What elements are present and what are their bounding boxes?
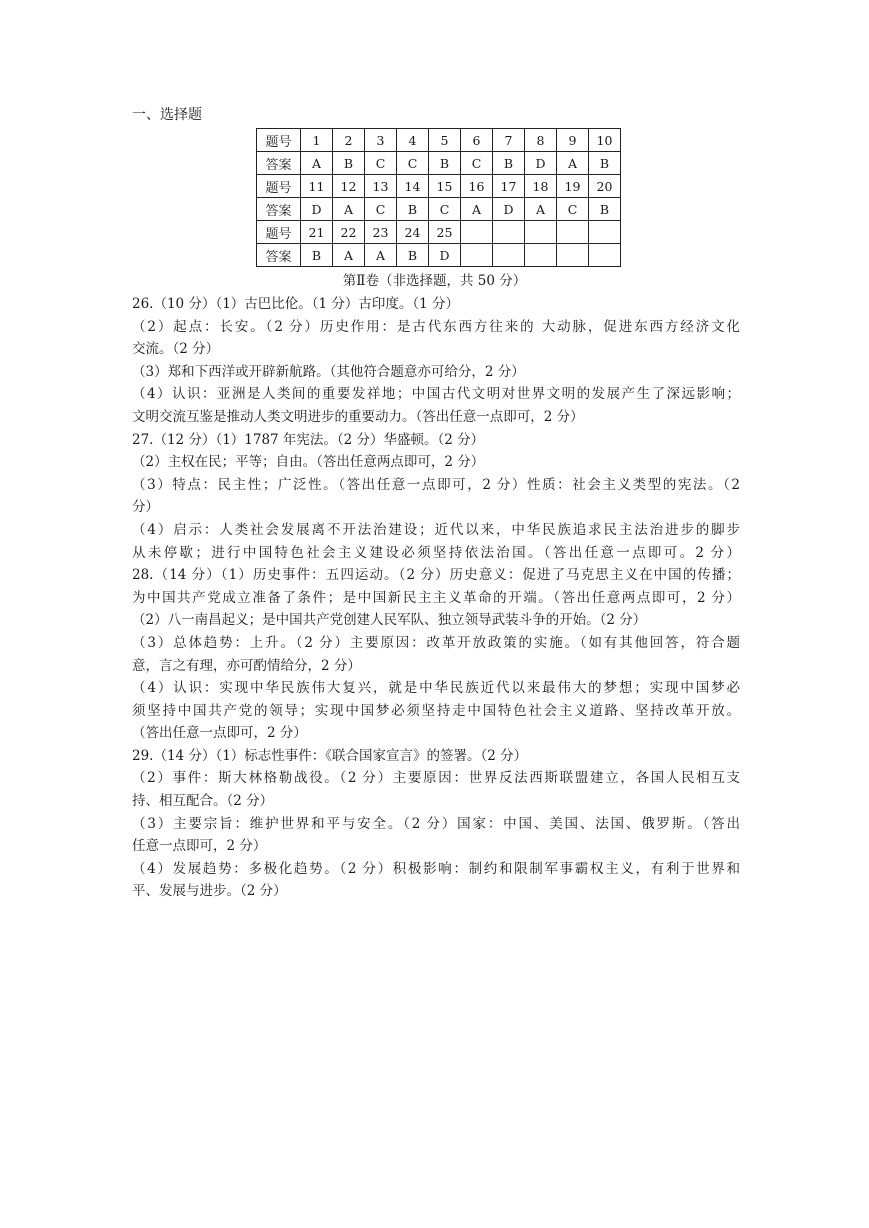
- answer-line: 28.（14 分）（1）历史事件：五四运动。（2 分）历史意义：促进了马克思主义在中国的传播；: [132, 567, 740, 584]
- answer-table-cell: B: [333, 152, 365, 175]
- answer-table-cell: B: [589, 152, 621, 175]
- answer-line: （3）主要宗旨：维护世界和平与安全。（2 分）国家：中国、美国、法国、俄罗斯。（答出: [132, 815, 740, 832]
- answer-line: 文明交流互鉴是推动人类文明进步的重要动力。（答出任意一点即可，2 分）: [132, 408, 584, 425]
- answer-table-cell: 15: [429, 175, 461, 198]
- answer-table-row-label: 题号: [257, 175, 301, 198]
- answer-table-cell: A: [301, 152, 333, 175]
- answer-table-cell: D: [493, 198, 525, 221]
- answer-table-cell: [557, 221, 589, 244]
- answer-table-cell: C: [461, 152, 493, 175]
- answer-table-cell: 19: [557, 175, 589, 198]
- answer-line: （3）总体趋势：上升。（2 分）主要原因：改革开放政策的实施。（如有其他回答，符合题: [132, 634, 740, 651]
- answer-table-cell: 14: [397, 175, 429, 198]
- answer-table-cell: [493, 244, 525, 267]
- answer-table-cell: 13: [365, 175, 397, 198]
- answer-table-row-label: 答案: [257, 152, 301, 175]
- answer-line: （4）认识：亚洲是人类间的重要发祥地；中国古代文明对世界文明的发展产生了深远影响；: [132, 386, 740, 403]
- answer-line: 26.（10 分）（1）古巴比伦。（1 分）古印度。（1 分）: [132, 296, 460, 312]
- answer-line: （3）特点：民主性；广泛性。（答出任意一点即可，2 分）性质：社会主义类型的宪法。（2: [132, 476, 740, 493]
- answer-table-cell: C: [365, 198, 397, 221]
- answer-table-cell: 3: [365, 129, 397, 152]
- answer-table-row: [257, 198, 621, 221]
- answer-table-cell: 9: [557, 129, 589, 152]
- answer-table-cell: C: [429, 198, 461, 221]
- answer-table-cell: 5: [429, 129, 461, 152]
- answer-table-row: [257, 129, 621, 152]
- answer-line: 意，言之有理，亦可酌情给分，2 分）: [132, 657, 361, 674]
- section-title: 一、选择题: [132, 107, 202, 123]
- answer-line: 任意一点即可，2 分）: [132, 838, 267, 855]
- answer-table-cell: 4: [397, 129, 429, 152]
- answer-table-cell: A: [461, 198, 493, 221]
- answer-table-cell: 12: [333, 175, 365, 198]
- answer-line: （2）起点：长安。（2 分）历史作用：是古代东西方往来的 大动脉，促进东西方经济文化: [132, 318, 740, 335]
- answer-table-row: [257, 221, 621, 244]
- answer-table-cell: A: [333, 198, 365, 221]
- answer-table-row-label: 答案: [257, 244, 301, 267]
- answer-table-cell: 18: [525, 175, 557, 198]
- answer-line: 平、发展与进步。（2 分）: [132, 883, 287, 900]
- answer-table-cell: A: [365, 244, 397, 267]
- answer-line: 交流。（2 分）: [132, 341, 220, 358]
- answer-table-cell: [461, 244, 493, 267]
- answer-table-cell: 16: [461, 175, 493, 198]
- answer-line: 29.（14 分）（1）标志性事件：《联合国家宣言》的签署。（2 分）: [132, 747, 528, 764]
- answer-table-cell: 10: [589, 129, 621, 152]
- answer-table-cell: C: [397, 152, 429, 175]
- answer-body: [132, 293, 740, 903]
- answer-table-cell: 11: [301, 175, 333, 198]
- answer-table-cell: 1: [301, 129, 333, 152]
- answer-line: （2）主权在民；平等；自由。（答出任意两点即可，2 分）: [132, 454, 485, 471]
- answer-table-cell: 17: [493, 175, 525, 198]
- answer-table-cell: 6: [461, 129, 493, 152]
- answer-line: （4）启示：人类社会发展离不开法治建设；近代以来，中华民族追求民主法治进步的脚步: [132, 521, 740, 538]
- answer-table-cell: A: [333, 244, 365, 267]
- answer-table-row-label: 题号: [257, 129, 301, 152]
- answer-line: 须坚持中国共产党的领导；实现中国梦必须坚持走中国特色社会主义道路、坚持改革开放。: [132, 702, 740, 719]
- answer-table-cell: [589, 221, 621, 244]
- answer-table-cell: 7: [493, 129, 525, 152]
- answer-table-row: [257, 152, 621, 175]
- answer-line: 持、相互配合。（2 分）: [132, 793, 274, 810]
- answer-table-cell: 8: [525, 129, 557, 152]
- answer-table-cell: B: [397, 198, 429, 221]
- answer-line: （2）八一南昌起义；是中国共产党创建人民军队、独立领导武装斗争的开始。（2 分）: [132, 612, 647, 629]
- answer-table-cell: B: [429, 152, 461, 175]
- answer-table-cell: 25: [429, 221, 461, 244]
- answer-line: 为中国共产党成立准备了条件；是中国新民主主义革命的开端。（答出任意两点即可，2 分）: [132, 589, 740, 606]
- answer-line: （4）认识：实现中华民族伟大复兴，就是中华民族近代以来最伟大的梦想；实现中国梦必: [132, 680, 740, 697]
- answer-table-cell: [493, 221, 525, 244]
- answer-table-cell: C: [557, 198, 589, 221]
- answer-table-cell: [525, 244, 557, 267]
- answer-table-cell: 22: [333, 221, 365, 244]
- answer-table-cell: D: [301, 198, 333, 221]
- answer-table-cell: 24: [397, 221, 429, 244]
- answer-table: [256, 128, 621, 267]
- answer-line: （4）发展趋势：多极化趋势。（2 分）积极影响：制约和限制军事霸权主义，有利于世界和: [132, 860, 740, 877]
- answer-table-cell: B: [301, 244, 333, 267]
- answer-line: （2）事件：斯大林格勒战役。（2 分）主要原因：世界反法西斯联盟建立，各国人民相互支: [132, 770, 740, 787]
- answer-table-cell: D: [429, 244, 461, 267]
- answer-table-cell: B: [493, 152, 525, 175]
- answer-table-cell: 20: [589, 175, 621, 198]
- answer-table-cell: [557, 244, 589, 267]
- answer-table-cell: 23: [365, 221, 397, 244]
- answer-table-cell: C: [365, 152, 397, 175]
- answer-line: （3）郑和下西洋或开辟新航路。（其他符合题意亦可给分，2 分）: [132, 363, 525, 380]
- answer-table-row: [257, 244, 621, 267]
- answer-table-row: [257, 175, 621, 198]
- answer-table-cell: B: [589, 198, 621, 221]
- answer-table-cell: B: [397, 244, 429, 267]
- answer-table-cell: [525, 221, 557, 244]
- part2-title: 第Ⅱ卷（非选择题，共 50 分）: [342, 273, 527, 289]
- answer-table-row-label: 答案: [257, 198, 301, 221]
- answer-table-cell: A: [525, 198, 557, 221]
- answer-table-cell: [589, 244, 621, 267]
- answer-line: （答出任意一点即可，2 分）: [132, 725, 307, 742]
- answer-line: 从未停歇；进行中国特色社会主义建设必须坚持依法治国。（答出任意一点即可。2 分）: [132, 544, 740, 561]
- answer-line: 分）: [132, 499, 159, 516]
- answer-table-cell: A: [557, 152, 589, 175]
- answer-table-cell: [461, 221, 493, 244]
- answer-table-cell: D: [525, 152, 557, 175]
- answer-table-cell: 21: [301, 221, 333, 244]
- answer-table-cell: 2: [333, 129, 365, 152]
- answer-line: 27.（12 分）（1）1787 年宪法。（2 分）华盛顿。（2 分）: [132, 431, 485, 448]
- answer-table-row-label: 题号: [257, 221, 301, 244]
